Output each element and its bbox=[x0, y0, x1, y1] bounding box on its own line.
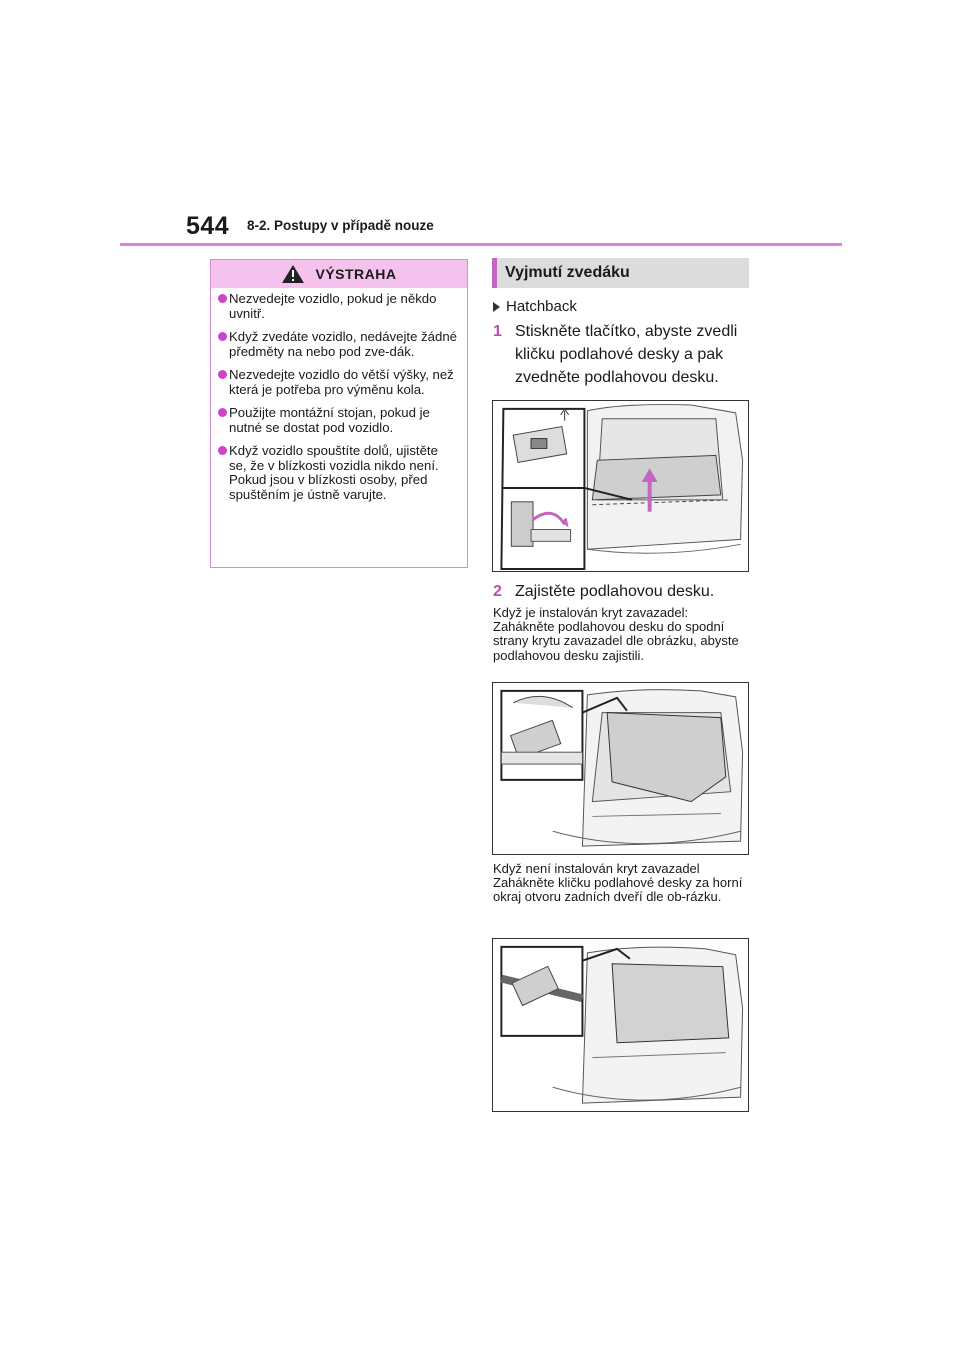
illustration-lift-floorboard bbox=[493, 401, 748, 571]
warning-item: Použijte montážní stojan, pokud je nutné se dostat pod vozidlo. bbox=[219, 406, 459, 435]
figure-hook-door-opening bbox=[492, 938, 749, 1112]
section-title: 8-2. Postupy v případě nouze bbox=[247, 218, 434, 233]
warning-title: VÝSTRAHA bbox=[315, 266, 397, 282]
warning-item: Nezvedejte vozidlo, pokud je někdo uvnitř. bbox=[219, 292, 459, 321]
bullet-icon bbox=[218, 332, 227, 341]
bullet-icon bbox=[218, 446, 227, 455]
note-with-cover: Když je instalován kryt zavazadel: Zahákněte podlahovou desku do spodní strany krytu zavazadel dle obrázku, abyste podlahovou desku zajistili. bbox=[493, 605, 739, 663]
section-heading: Vyjmutí zvedáku bbox=[492, 258, 749, 288]
figure-hook-cover bbox=[492, 682, 749, 855]
warning-triangle-icon bbox=[281, 264, 305, 284]
variant-label: Hatchback bbox=[493, 298, 577, 315]
figure-lift-floorboard bbox=[492, 400, 749, 572]
warning-header bbox=[211, 260, 467, 288]
note-without-cover: Když není instalován kryt zavazadel Zahákněte kličku podlahové desky za horní okraj otvoru zadních dveří dle ob-rázku. bbox=[493, 861, 743, 905]
warning-list bbox=[211, 288, 467, 502]
illustration-hook-door-opening bbox=[493, 939, 748, 1111]
warning-item: Když zvedáte vozidlo, nedávejte žádné předměty na nebo pod zve-dák. bbox=[219, 330, 459, 359]
bullet-icon bbox=[218, 370, 227, 379]
triangle-bullet-icon bbox=[493, 302, 500, 312]
header-divider bbox=[120, 243, 842, 246]
bullet-icon bbox=[218, 294, 227, 303]
illustration-hook-cover bbox=[493, 683, 748, 854]
page-number: 544 bbox=[186, 212, 230, 240]
warning-box bbox=[210, 259, 468, 568]
step-1: 1 Stiskněte tlačítko, abyste zvedli kličku podlahové desky a pak zvedněte podlahovou desku. bbox=[493, 323, 738, 386]
warning-item: Nezvedejte vozidlo do větší výšky, než která je potřeba pro výměnu kola. bbox=[219, 368, 459, 397]
bullet-icon bbox=[218, 408, 227, 417]
warning-item: Když vozidlo spouštíte dolů, ujistěte se, že v blízkosti vozidla nikdo není. Pokud jsou v blízkosti osoby, před spuštěním je ústně varujte. bbox=[219, 444, 459, 502]
step-2: 2 Zajistěte podlahovou desku. bbox=[493, 583, 715, 600]
